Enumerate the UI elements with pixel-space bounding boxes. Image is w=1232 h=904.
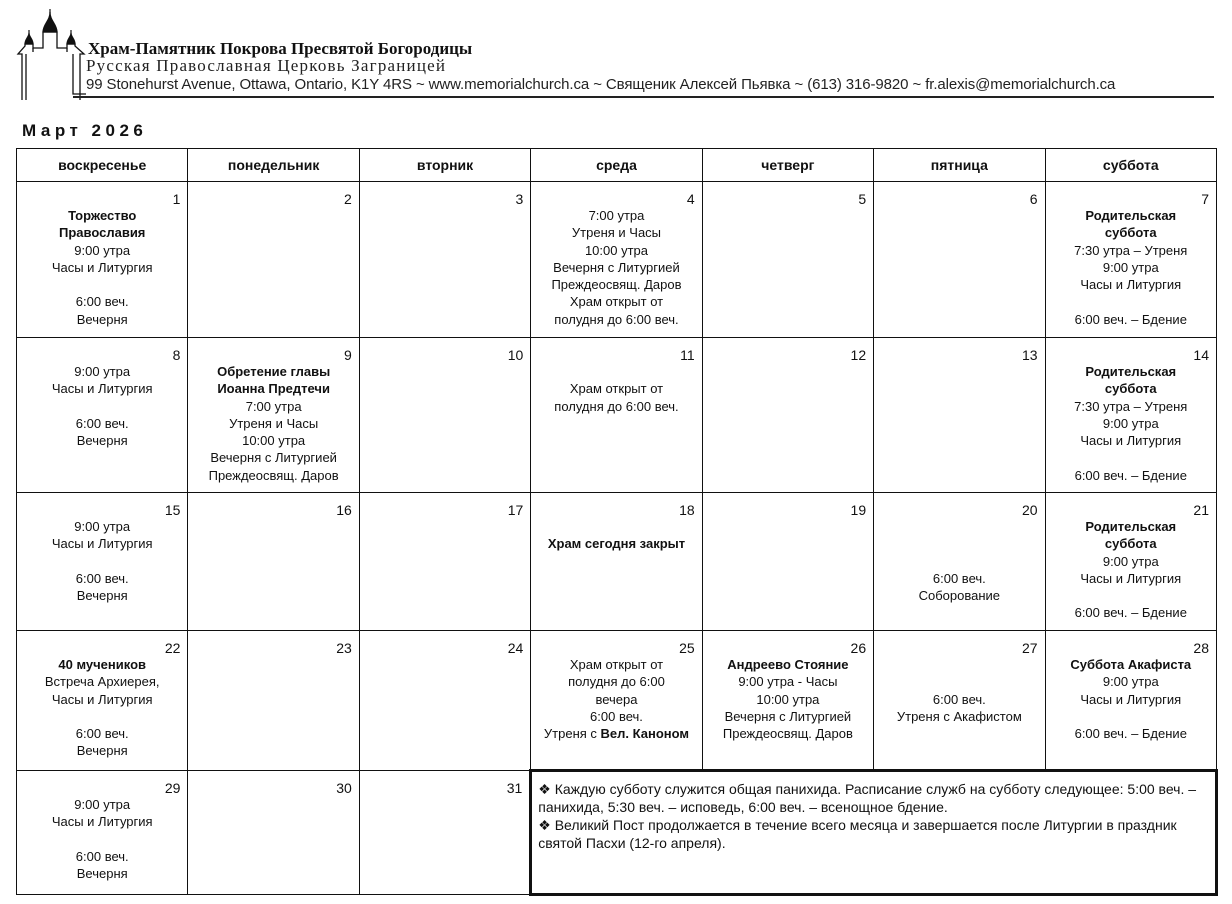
day-number: 20 — [1021, 502, 1038, 518]
week-row — [17, 182, 1217, 338]
day-number: 31 — [506, 780, 523, 796]
event-line — [1048, 432, 1214, 449]
event-line — [19, 742, 185, 759]
event-text: 9:00 утра — [1102, 553, 1159, 569]
day-cell — [359, 771, 530, 895]
day-number: 16 — [336, 502, 352, 518]
event-text: суббота — [1104, 225, 1157, 241]
day-events — [531, 207, 701, 328]
event-text: Суббота Акафиста — [1070, 657, 1192, 672]
day-number: 4 — [686, 191, 695, 207]
day-events — [531, 363, 701, 415]
event-line — [533, 380, 699, 397]
event-line — [19, 813, 185, 830]
spacer — [19, 398, 185, 415]
weekday-header: понедельник — [188, 149, 359, 182]
day-number: 19 — [850, 502, 867, 518]
day-number: 30 — [336, 780, 352, 796]
notes-box — [531, 771, 1217, 895]
event-line — [190, 467, 356, 484]
event-text: Часы и Литургия — [1080, 570, 1182, 586]
church-domes-icon — [14, 8, 86, 102]
day-cell — [531, 493, 702, 631]
event-text: суббота — [1104, 536, 1157, 552]
day-events — [1046, 207, 1216, 328]
event-text: 10:00 утра — [756, 691, 820, 707]
day-number: 29 — [164, 780, 181, 796]
weekday-header: среда — [531, 149, 702, 182]
event-line — [19, 535, 185, 552]
day-number: 3 — [515, 191, 524, 207]
day-events — [531, 656, 701, 742]
spacer — [19, 553, 185, 570]
spacer — [876, 673, 1042, 690]
day-cell — [1045, 182, 1216, 338]
event-text: полудня до 6:00 веч. — [554, 311, 679, 327]
day-cell — [17, 493, 188, 631]
event-text: Часы и Литургия — [1080, 433, 1182, 449]
event-line — [19, 848, 185, 865]
event-text: Вечерня — [76, 311, 128, 327]
day-cell — [17, 338, 188, 493]
event-text: Вечерня — [76, 433, 128, 449]
spacer — [876, 535, 1042, 552]
day-number: 27 — [1021, 640, 1038, 656]
day-number: 5 — [858, 191, 867, 207]
event-line — [19, 380, 185, 397]
event-line — [533, 708, 699, 725]
day-cell — [531, 631, 702, 771]
day-number: 1 — [172, 191, 181, 207]
event-line — [705, 725, 871, 742]
event-text: Вечерня с Литургией — [553, 259, 680, 275]
event-line — [1048, 467, 1214, 484]
day-events — [17, 518, 187, 604]
event-line — [533, 293, 699, 310]
diamond-bullet-icon: ❖ — [538, 781, 551, 797]
event-title — [705, 656, 871, 673]
event-text: Преждеосвящ. Даров — [551, 277, 682, 293]
spacer — [19, 276, 185, 293]
event-text: 6:00 веч. — [932, 570, 986, 586]
day-number: 15 — [164, 502, 181, 518]
event-line — [1048, 415, 1214, 432]
day-number: 2 — [344, 191, 352, 207]
event-text: 6:00 веч. — [75, 415, 129, 431]
event-line — [533, 691, 699, 708]
event-text: Храм открыт от — [569, 657, 664, 672]
event-title — [19, 207, 185, 224]
event-text: Часы и Литургия — [1080, 277, 1182, 293]
event-line — [876, 587, 1042, 604]
day-number: 25 — [679, 640, 695, 656]
event-text: Родительская — [1085, 364, 1177, 379]
event-line — [876, 691, 1042, 708]
day-cell — [17, 182, 188, 338]
event-text: Утреня с Акафистом — [896, 708, 1022, 724]
event-line — [19, 587, 185, 604]
day-cell — [17, 771, 188, 895]
event-text: Часы и Литургия — [51, 381, 153, 397]
day-events — [17, 656, 187, 760]
spacer — [1048, 449, 1214, 466]
day-number: 24 — [507, 640, 524, 656]
day-events — [1046, 363, 1216, 484]
event-line — [533, 725, 699, 742]
event-line — [19, 311, 185, 328]
day-cell — [1045, 493, 1216, 631]
event-title — [1048, 207, 1214, 224]
event-text: 6:00 веч. — [75, 848, 129, 864]
event-text: 7:30 утра – Утреня — [1074, 398, 1188, 414]
day-number: 14 — [1193, 347, 1209, 363]
day-number: 10 — [507, 347, 524, 363]
event-line — [19, 796, 185, 813]
event-text: Утреня с — [543, 726, 601, 742]
event-line — [1048, 604, 1214, 621]
event-text: 9:00 утра - Часы — [738, 674, 838, 690]
event-line — [1048, 398, 1214, 415]
header-divider — [73, 96, 1214, 98]
event-text: 6:00 веч. – Бдение — [1074, 311, 1187, 327]
event-text: 6:00 веч. — [590, 708, 643, 724]
day-cell — [188, 771, 359, 895]
day-events — [874, 656, 1044, 725]
day-events — [874, 518, 1044, 604]
event-title — [1048, 518, 1214, 535]
week-row — [17, 771, 1217, 895]
event-line — [1048, 311, 1214, 328]
day-cell — [188, 493, 359, 631]
spacer — [1048, 587, 1214, 604]
event-text: Православия — [59, 225, 146, 241]
week-row — [17, 338, 1217, 493]
day-events — [17, 363, 187, 449]
day-cell — [874, 338, 1045, 493]
event-line — [1048, 673, 1214, 690]
event-line — [19, 242, 185, 259]
day-cell — [188, 182, 359, 338]
event-text: 6:00 веч. — [75, 294, 129, 310]
event-text: 9:00 утра — [74, 797, 131, 812]
day-cell — [188, 631, 359, 771]
day-cell — [702, 338, 873, 493]
day-number: 22 — [164, 640, 181, 656]
weekday-header: пятница — [874, 149, 1045, 182]
event-text: 9:00 утра — [74, 364, 131, 379]
event-line — [19, 865, 185, 882]
day-number: 12 — [850, 347, 867, 363]
event-text: Преждеосвящ. Даров — [208, 467, 339, 483]
day-events — [17, 207, 187, 328]
day-cell — [874, 631, 1045, 771]
event-line — [19, 293, 185, 310]
event-line — [19, 691, 185, 708]
event-line — [19, 259, 185, 276]
event-text: 6:00 веч. – Бдение — [1074, 605, 1187, 621]
day-cell — [702, 631, 873, 771]
weekday-header-row — [17, 149, 1217, 182]
event-line — [19, 518, 185, 535]
day-cell — [17, 631, 188, 771]
day-events — [703, 656, 873, 742]
week-row — [17, 493, 1217, 631]
day-number: 23 — [336, 640, 352, 656]
note-great-lent: Великий Пост продолжается в течение всего месяца и завершается после Литургии в праздник святой Пасхи (12-го апреля). — [538, 817, 1177, 851]
event-text: 7:30 утра – Утреня — [1074, 242, 1188, 258]
event-text: Храм сегодня закрыт — [547, 536, 686, 552]
event-text: 40 мучеников — [58, 657, 147, 672]
notes-text — [532, 772, 1215, 852]
event-line — [1048, 725, 1214, 742]
spacer — [533, 518, 699, 535]
event-text: суббота — [1104, 381, 1157, 397]
event-text: Храм открыт от — [569, 294, 664, 310]
event-text: 7:00 утра — [588, 208, 645, 223]
spacer — [1048, 293, 1214, 310]
day-cell — [1045, 631, 1216, 771]
event-text: 7:00 утра — [245, 398, 302, 414]
event-text: Часы и Литургия — [51, 691, 153, 707]
event-title — [1048, 535, 1214, 552]
event-line — [876, 570, 1042, 587]
event-text: 10:00 утра — [242, 433, 306, 449]
event-title — [1048, 363, 1214, 380]
event-title — [190, 380, 356, 397]
event-title — [533, 535, 699, 552]
day-number: 18 — [679, 502, 695, 518]
event-line — [533, 207, 699, 224]
event-text: 9:00 утра — [74, 519, 131, 534]
day-cell — [702, 493, 873, 631]
day-cell — [359, 631, 530, 771]
spacer — [1048, 708, 1214, 725]
event-line — [1048, 553, 1214, 570]
event-text: Утреня и Часы — [571, 225, 662, 241]
weekday-header: вторник — [359, 149, 530, 182]
day-events — [1046, 656, 1216, 742]
event-text: Андреево Стояние — [727, 657, 849, 672]
month-title: Март 2026 — [22, 121, 148, 140]
day-cell — [702, 182, 873, 338]
event-text: 6:00 веч. — [75, 726, 129, 742]
spacer — [876, 656, 1042, 673]
event-text: Вечерня с Литургией — [210, 450, 337, 466]
event-line — [190, 432, 356, 449]
event-line — [533, 398, 699, 415]
event-text: полудня до 6:00 — [568, 674, 665, 690]
event-text: Часы и Литургия — [51, 536, 153, 552]
day-cell — [874, 493, 1045, 631]
event-text: Родительская — [1085, 208, 1177, 223]
week-row — [17, 631, 1217, 771]
event-title — [19, 224, 185, 241]
spacer — [19, 708, 185, 725]
event-text: Преждеосвящ. Даров — [722, 726, 853, 742]
event-line — [19, 570, 185, 587]
event-line — [705, 673, 871, 690]
event-title — [190, 363, 356, 380]
event-text: Вечерня — [76, 743, 128, 759]
day-events — [188, 363, 358, 484]
event-line — [19, 432, 185, 449]
event-line — [705, 691, 871, 708]
event-text: Вечерня — [76, 866, 128, 882]
day-number: 21 — [1193, 502, 1209, 518]
event-line — [705, 708, 871, 725]
spacer — [19, 831, 185, 848]
day-cell — [188, 338, 359, 493]
event-line — [1048, 259, 1214, 276]
event-line — [533, 311, 699, 328]
spacer — [876, 518, 1042, 535]
event-line — [533, 242, 699, 259]
event-text: полудня до 6:00 веч. — [554, 398, 679, 414]
event-line — [533, 673, 699, 690]
day-number: 28 — [1193, 640, 1209, 656]
spacer — [533, 363, 699, 380]
event-text: 9:00 утра — [74, 242, 131, 258]
event-title — [1048, 656, 1214, 673]
day-cell — [359, 182, 530, 338]
event-text-bold: Вел. Каноном — [600, 726, 690, 742]
day-number: 26 — [850, 640, 867, 656]
church-subtitle: Русская Православная Церковь Заграницей — [86, 56, 447, 75]
event-text: Соборование — [918, 588, 1001, 604]
event-title — [1048, 380, 1214, 397]
event-text: Храм открыт от — [569, 381, 664, 397]
event-text: Обретение главы — [217, 364, 331, 379]
event-text: 6:00 веч. — [932, 691, 986, 707]
event-text: 9:00 утра — [1102, 259, 1159, 275]
event-line — [533, 259, 699, 276]
event-text: 6:00 веч. — [75, 570, 129, 586]
day-cell — [1045, 338, 1216, 493]
event-text: Родительская — [1085, 519, 1177, 534]
event-text: 9:00 утра — [1102, 674, 1159, 690]
day-number: 8 — [172, 347, 181, 363]
weekday-header: воскресенье — [17, 149, 188, 182]
event-text: Вечерня — [76, 588, 128, 604]
event-line — [533, 656, 699, 673]
day-events — [17, 796, 187, 882]
day-number: 7 — [1201, 191, 1209, 207]
day-cell — [359, 493, 530, 631]
event-text: 6:00 веч. – Бдение — [1074, 726, 1187, 742]
contact-info: 99 Stonehurst Avenue, Ottawa, Ontario, K1Y 4RS ~ www.memorialchurch.ca ~ Священик Алексей Пьявка ~ (613) 316-9820 ~ fr.alexis@memorialchurch.ca — [86, 76, 1116, 93]
event-text: 6:00 веч. – Бдение — [1074, 467, 1187, 483]
day-number: 9 — [344, 347, 352, 363]
event-title — [19, 656, 185, 673]
event-text: Вечерня с Литургией — [724, 708, 852, 724]
day-cell — [874, 182, 1045, 338]
day-number: 17 — [507, 502, 524, 518]
event-text: вечера — [595, 691, 638, 707]
event-line — [1048, 276, 1214, 293]
event-line — [19, 725, 185, 742]
event-text: Иоанна Предтечи — [217, 381, 330, 397]
event-line — [1048, 691, 1214, 708]
event-line — [190, 415, 356, 432]
day-cell — [359, 338, 530, 493]
event-line — [19, 673, 185, 690]
event-text: 9:00 утра — [1102, 415, 1159, 431]
day-events — [1046, 518, 1216, 622]
calendar-grid — [16, 148, 1218, 896]
note-saturday-panikhida: Каждую субботу служится общая панихида. Расписание служб на субботу следующее: 5:00 веч. – панихида, 5:30 веч. – исповедь, 6:00 веч. – всенощное бдение. — [538, 781, 1197, 815]
spacer — [876, 553, 1042, 570]
day-events — [531, 518, 701, 553]
event-text: Часы и Литургия — [51, 259, 153, 275]
event-text: Утреня и Часы — [229, 415, 319, 431]
event-line — [19, 415, 185, 432]
day-number: 11 — [680, 347, 695, 363]
event-text: Часы и Литургия — [1080, 691, 1182, 707]
weekday-header: суббота — [1045, 149, 1216, 182]
weekday-header: четверг — [702, 149, 873, 182]
event-line — [1048, 570, 1214, 587]
event-text: Часы и Литургия — [51, 814, 153, 830]
event-title — [1048, 224, 1214, 241]
event-line — [533, 224, 699, 241]
event-line — [190, 449, 356, 466]
event-text: Встреча Архиерея, — [44, 674, 160, 690]
event-line — [190, 398, 356, 415]
day-number: 13 — [1021, 347, 1038, 363]
event-line — [1048, 242, 1214, 259]
event-line — [19, 363, 185, 380]
event-line — [533, 276, 699, 293]
diamond-bullet-icon: ❖ — [538, 817, 551, 833]
day-number: 6 — [1029, 191, 1038, 207]
day-cell — [531, 338, 702, 493]
event-text: 10:00 утра — [584, 242, 648, 258]
event-line — [876, 708, 1042, 725]
event-text: Торжество — [68, 208, 137, 223]
church-name: Храм-Памятник Покрова Пресвятой Богородицы — [88, 39, 473, 58]
day-cell — [531, 182, 702, 338]
